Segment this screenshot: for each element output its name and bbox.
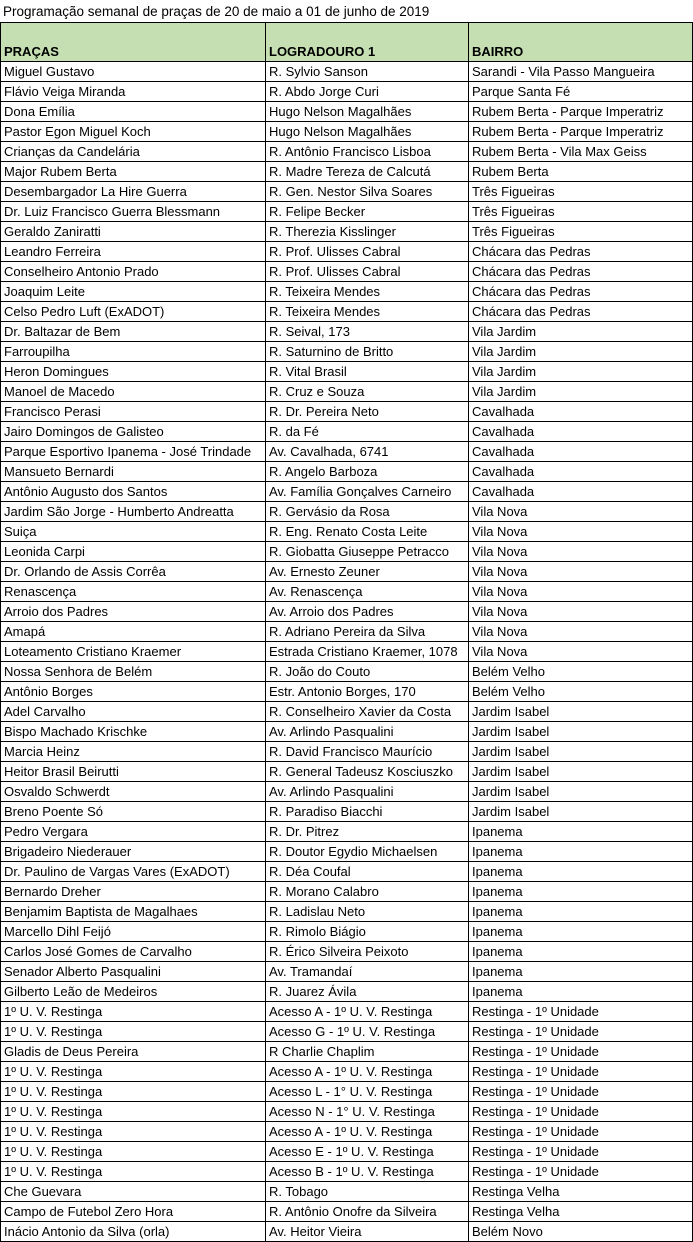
- table-row: [1, 362, 693, 382]
- cell-praca: Miguel Gustavo: [1, 62, 266, 82]
- table-row: [1, 722, 693, 742]
- cell-bairro: Parque Santa Fé: [469, 82, 693, 102]
- cell-praca: Conselheiro Antonio Prado: [1, 262, 266, 282]
- cell-praca: 1º U. V. Restinga: [1, 1062, 266, 1082]
- cell-logradouro: Av. Heitor Vieira: [266, 1222, 469, 1242]
- cell-logradouro: R. Ladislau Neto: [266, 902, 469, 922]
- cell-logradouro: R Charlie Chaplim: [266, 1042, 469, 1062]
- cell-bairro: Restinga - 1º Unidade: [469, 1082, 693, 1102]
- table-row: [1, 322, 693, 342]
- cell-praca: 1º U. V. Restinga: [1, 1102, 266, 1122]
- table-row: [1, 922, 693, 942]
- cell-logradouro: R. Conselheiro Xavier da Costa: [266, 702, 469, 722]
- table-row: [1, 682, 693, 702]
- cell-praca: Mansueto Bernardi: [1, 462, 266, 482]
- cell-bairro: Restinga - 1º Unidade: [469, 1062, 693, 1082]
- cell-logradouro: Acesso A - 1º U. V. Restinga: [266, 1122, 469, 1142]
- cell-praca: Senador Alberto Pasqualini: [1, 962, 266, 982]
- cell-bairro: Belém Velho: [469, 662, 693, 682]
- cell-logradouro: R. Teixeira Mendes: [266, 282, 469, 302]
- cell-praca: Bispo Machado Krischke: [1, 722, 266, 742]
- table-row: [1, 602, 693, 622]
- cell-logradouro: R. Antônio Onofre da Silveira: [266, 1202, 469, 1222]
- cell-logradouro: Av. Ernesto Zeuner: [266, 562, 469, 582]
- cell-praca: Celso Pedro Luft (ExADOT): [1, 302, 266, 322]
- cell-praca: Dr. Orlando de Assis Corrêa: [1, 562, 266, 582]
- cell-praca: Pastor Egon Miguel Koch: [1, 122, 266, 142]
- table-row: [1, 1142, 693, 1162]
- cell-praca: Renascença: [1, 582, 266, 602]
- cell-praca: Jardim São Jorge - Humberto Andreatta: [1, 502, 266, 522]
- cell-praca: Breno Poente Só: [1, 802, 266, 822]
- cell-praca: Dr. Paulino de Vargas Vares (ExADOT): [1, 862, 266, 882]
- table-row: [1, 622, 693, 642]
- cell-praca: Benjamim Baptista de Magalhaes: [1, 902, 266, 922]
- cell-praca: Adel Carvalho: [1, 702, 266, 722]
- cell-bairro: Restinga - 1º Unidade: [469, 1002, 693, 1022]
- cell-logradouro: Av. Arlindo Pasqualini: [266, 782, 469, 802]
- cell-bairro: Jardim Isabel: [469, 722, 693, 742]
- cell-praca: Leandro Ferreira: [1, 242, 266, 262]
- cell-praca: Osvaldo Schwerdt: [1, 782, 266, 802]
- header-row: [1, 23, 693, 62]
- cell-bairro: Três Figueiras: [469, 182, 693, 202]
- cell-bairro: Jardim Isabel: [469, 782, 693, 802]
- cell-bairro: Vila Nova: [469, 582, 693, 602]
- cell-logradouro: R. Madre Tereza de Calcutá: [266, 162, 469, 182]
- page-title: Programação semanal de praças de 20 de maio a 01 de junho de 2019: [3, 4, 430, 19]
- cell-praca: Gilberto Leão de Medeiros: [1, 982, 266, 1002]
- cell-logradouro: R. Teixeira Mendes: [266, 302, 469, 322]
- cell-bairro: Vila Jardim: [469, 322, 693, 342]
- cell-logradouro: R. Prof. Ulisses Cabral: [266, 242, 469, 262]
- cell-logradouro: R. Doutor Egydio Michaelsen: [266, 842, 469, 862]
- table-row: [1, 382, 693, 402]
- cell-logradouro: R. Érico Silveira Peixoto: [266, 942, 469, 962]
- cell-praca: Arroio dos Padres: [1, 602, 266, 622]
- table-row: [1, 1002, 693, 1022]
- cell-praca: Amapá: [1, 622, 266, 642]
- cell-bairro: Chácara das Pedras: [469, 262, 693, 282]
- cell-praca: 1º U. V. Restinga: [1, 1022, 266, 1042]
- cell-bairro: Vila Jardim: [469, 362, 693, 382]
- cell-logradouro: R. Gen. Nestor Silva Soares: [266, 182, 469, 202]
- cell-praca: Marcia Heinz: [1, 742, 266, 762]
- cell-logradouro: R. Therezia Kisslinger: [266, 222, 469, 242]
- cell-bairro: Jardim Isabel: [469, 702, 693, 722]
- table-row: [1, 762, 693, 782]
- cell-bairro: Cavalhada: [469, 482, 693, 502]
- table-header: [1, 23, 693, 62]
- cell-praca: Gladis de Deus Pereira: [1, 1042, 266, 1062]
- table-row: [1, 1022, 693, 1042]
- cell-bairro: Belém Velho: [469, 682, 693, 702]
- cell-praca: Parque Esportivo Ipanema - José Trindade: [1, 442, 266, 462]
- cell-bairro: Três Figueiras: [469, 222, 693, 242]
- cell-logradouro: R. Déa Coufal: [266, 862, 469, 882]
- cell-bairro: Restinga - 1º Unidade: [469, 1162, 693, 1182]
- cell-logradouro: R. Gervásio da Rosa: [266, 502, 469, 522]
- cell-bairro: Vila Nova: [469, 562, 693, 582]
- cell-bairro: Sarandi - Vila Passo Mangueira: [469, 62, 693, 82]
- table-row: [1, 82, 693, 102]
- table-row: [1, 502, 693, 522]
- cell-praca: Bernardo Dreher: [1, 882, 266, 902]
- cell-bairro: Ipanema: [469, 822, 693, 842]
- cell-bairro: Vila Jardim: [469, 342, 693, 362]
- table-row: [1, 182, 693, 202]
- cell-logradouro: R. Juarez Ávila: [266, 982, 469, 1002]
- table-row: [1, 122, 693, 142]
- cell-bairro: Chácara das Pedras: [469, 242, 693, 262]
- cell-logradouro: Estrada Cristiano Kraemer, 1078: [266, 642, 469, 662]
- table-row: [1, 442, 693, 462]
- cell-logradouro: Hugo Nelson Magalhães: [266, 122, 469, 142]
- cell-praca: Pedro Vergara: [1, 822, 266, 842]
- cell-praca: Loteamento Cristiano Kraemer: [1, 642, 266, 662]
- cell-bairro: Vila Jardim: [469, 382, 693, 402]
- cell-bairro: Ipanema: [469, 942, 693, 962]
- table-row: [1, 542, 693, 562]
- table-row: [1, 222, 693, 242]
- table-row: [1, 1162, 693, 1182]
- cell-logradouro: Av. Renascença: [266, 582, 469, 602]
- cell-logradouro: R. Seival, 173: [266, 322, 469, 342]
- cell-logradouro: Acesso E - 1º U. V. Restinga: [266, 1142, 469, 1162]
- cell-praca: Jairo Domingos de Galisteo: [1, 422, 266, 442]
- table-row: [1, 462, 693, 482]
- column-header-bairro: BAIRRO: [469, 23, 693, 62]
- table-row: [1, 402, 693, 422]
- cell-bairro: Ipanema: [469, 842, 693, 862]
- cell-logradouro: R. Prof. Ulisses Cabral: [266, 262, 469, 282]
- table-row: [1, 1042, 693, 1062]
- cell-logradouro: R. Tobago: [266, 1182, 469, 1202]
- table-row: [1, 1082, 693, 1102]
- table-row: [1, 342, 693, 362]
- cell-bairro: Vila Nova: [469, 502, 693, 522]
- cell-praca: Farroupilha: [1, 342, 266, 362]
- cell-praca: Inácio Antonio da Silva (orla): [1, 1222, 266, 1242]
- table-body: [1, 62, 693, 1242]
- cell-praca: Suiça: [1, 522, 266, 542]
- cell-logradouro: R. General Tadeusz Kosciuszko: [266, 762, 469, 782]
- cell-bairro: Restinga - 1º Unidade: [469, 1122, 693, 1142]
- cell-logradouro: Acesso N - 1° U. V. Restinga: [266, 1102, 469, 1122]
- cell-bairro: Restinga Velha: [469, 1202, 693, 1222]
- cell-bairro: Vila Nova: [469, 622, 693, 642]
- cell-bairro: Vila Nova: [469, 522, 693, 542]
- table-row: [1, 1222, 693, 1242]
- table-row: [1, 782, 693, 802]
- cell-logradouro: Acesso B - 1º U. V. Restinga: [266, 1162, 469, 1182]
- cell-bairro: Vila Nova: [469, 602, 693, 622]
- table-row: [1, 582, 693, 602]
- cell-logradouro: R. João do Couto: [266, 662, 469, 682]
- table-row: [1, 1182, 693, 1202]
- cell-praca: Manoel de Macedo: [1, 382, 266, 402]
- cell-praca: Flávio Veiga Miranda: [1, 82, 266, 102]
- cell-bairro: Ipanema: [469, 982, 693, 1002]
- table-row: [1, 942, 693, 962]
- cell-bairro: Ipanema: [469, 922, 693, 942]
- cell-bairro: Ipanema: [469, 962, 693, 982]
- cell-bairro: Restinga - 1º Unidade: [469, 1042, 693, 1062]
- cell-bairro: Vila Nova: [469, 642, 693, 662]
- cell-logradouro: R. Dr. Pitrez: [266, 822, 469, 842]
- table-row: [1, 422, 693, 442]
- table-row: [1, 242, 693, 262]
- table-row: [1, 1062, 693, 1082]
- cell-logradouro: Estr. Antonio Borges, 170: [266, 682, 469, 702]
- cell-logradouro: R. Dr. Pereira Neto: [266, 402, 469, 422]
- cell-logradouro: R. David Francisco Maurício: [266, 742, 469, 762]
- cell-logradouro: R. Eng. Renato Costa Leite: [266, 522, 469, 542]
- table-row: [1, 522, 693, 542]
- cell-logradouro: R. Saturnino de Britto: [266, 342, 469, 362]
- table-row: [1, 742, 693, 762]
- cell-logradouro: R. Abdo Jorge Curi: [266, 82, 469, 102]
- cell-bairro: Rubem Berta - Parque Imperatriz: [469, 102, 693, 122]
- table-row: [1, 902, 693, 922]
- cell-logradouro: R. Antônio Francisco Lisboa: [266, 142, 469, 162]
- table-row: [1, 482, 693, 502]
- cell-praca: Major Rubem Berta: [1, 162, 266, 182]
- table-row: [1, 1202, 693, 1222]
- cell-praca: Leonida Carpi: [1, 542, 266, 562]
- table-row: [1, 102, 693, 122]
- cell-bairro: Ipanema: [469, 862, 693, 882]
- table-row: [1, 822, 693, 842]
- schedule-table: [0, 22, 693, 1242]
- cell-praca: Heitor Brasil Beirutti: [1, 762, 266, 782]
- table-row: [1, 142, 693, 162]
- cell-praca: Francisco Perasi: [1, 402, 266, 422]
- cell-praca: Brigadeiro Niederauer: [1, 842, 266, 862]
- table-row: [1, 642, 693, 662]
- cell-praca: Che Guevara: [1, 1182, 266, 1202]
- cell-logradouro: R. da Fé: [266, 422, 469, 442]
- cell-logradouro: Av. Arlindo Pasqualini: [266, 722, 469, 742]
- cell-praca: Antônio Augusto dos Santos: [1, 482, 266, 502]
- table-row: [1, 562, 693, 582]
- cell-praca: Dona Emília: [1, 102, 266, 122]
- cell-praca: Dr. Baltazar de Bem: [1, 322, 266, 342]
- cell-praca: Antônio Borges: [1, 682, 266, 702]
- table-row: [1, 842, 693, 862]
- cell-praca: 1º U. V. Restinga: [1, 1082, 266, 1102]
- cell-bairro: Restinga - 1º Unidade: [469, 1022, 693, 1042]
- column-header-logradouro: LOGRADOURO 1: [266, 23, 469, 62]
- cell-bairro: Ipanema: [469, 882, 693, 902]
- cell-logradouro: R. Felipe Becker: [266, 202, 469, 222]
- cell-logradouro: R. Paradiso Biacchi: [266, 802, 469, 822]
- cell-bairro: Rubem Berta: [469, 162, 693, 182]
- table-row: [1, 802, 693, 822]
- cell-bairro: Jardim Isabel: [469, 802, 693, 822]
- cell-praca: Campo de Futebol Zero Hora: [1, 1202, 266, 1222]
- cell-bairro: Rubem Berta - Parque Imperatriz: [469, 122, 693, 142]
- cell-logradouro: Acesso A - 1º U. V. Restinga: [266, 1062, 469, 1082]
- table-row: [1, 162, 693, 182]
- cell-logradouro: Acesso L - 1° U. V. Restinga: [266, 1082, 469, 1102]
- cell-logradouro: R. Rimolo Biágio: [266, 922, 469, 942]
- cell-logradouro: R. Giobatta Giuseppe Petracco: [266, 542, 469, 562]
- cell-bairro: Jardim Isabel: [469, 762, 693, 782]
- cell-praca: Joaquim Leite: [1, 282, 266, 302]
- table-row: [1, 202, 693, 222]
- cell-logradouro: Acesso G - 1º U. V. Restinga: [266, 1022, 469, 1042]
- cell-praca: 1º U. V. Restinga: [1, 1142, 266, 1162]
- cell-praca: Heron Domingues: [1, 362, 266, 382]
- cell-logradouro: Acesso A - 1º U. V. Restinga: [266, 1002, 469, 1022]
- cell-praca: Geraldo Zaniratti: [1, 222, 266, 242]
- cell-logradouro: R. Adriano Pereira da Silva: [266, 622, 469, 642]
- cell-praca: 1º U. V. Restinga: [1, 1162, 266, 1182]
- table-row: [1, 702, 693, 722]
- cell-bairro: Jardim Isabel: [469, 742, 693, 762]
- cell-logradouro: Av. Família Gonçalves Carneiro: [266, 482, 469, 502]
- cell-bairro: Chácara das Pedras: [469, 282, 693, 302]
- table-row: [1, 262, 693, 282]
- table-row: [1, 982, 693, 1002]
- cell-bairro: Chácara das Pedras: [469, 302, 693, 322]
- cell-logradouro: R. Cruz e Souza: [266, 382, 469, 402]
- cell-bairro: Restinga Velha: [469, 1182, 693, 1202]
- cell-praca: Marcello Dihl Feijó: [1, 922, 266, 942]
- cell-bairro: Cavalhada: [469, 462, 693, 482]
- table-row: [1, 1102, 693, 1122]
- cell-praca: Dr. Luiz Francisco Guerra Blessmann: [1, 202, 266, 222]
- column-header-pracas: PRAÇAS: [1, 23, 266, 62]
- table-row: [1, 662, 693, 682]
- cell-bairro: Vila Nova: [469, 542, 693, 562]
- cell-bairro: Cavalhada: [469, 422, 693, 442]
- cell-praca: Desembargador La Hire Guerra: [1, 182, 266, 202]
- cell-praca: Carlos José Gomes de Carvalho: [1, 942, 266, 962]
- table-row: [1, 302, 693, 322]
- cell-logradouro: R. Vital Brasil: [266, 362, 469, 382]
- cell-logradouro: Av. Arroio dos Padres: [266, 602, 469, 622]
- table-row: [1, 62, 693, 82]
- cell-bairro: Belém Novo: [469, 1222, 693, 1242]
- cell-bairro: Cavalhada: [469, 402, 693, 422]
- cell-logradouro: R. Morano Calabro: [266, 882, 469, 902]
- cell-bairro: Cavalhada: [469, 442, 693, 462]
- cell-bairro: Restinga - 1º Unidade: [469, 1102, 693, 1122]
- cell-logradouro: Av. Cavalhada, 6741: [266, 442, 469, 462]
- table-row: [1, 282, 693, 302]
- cell-bairro: Ipanema: [469, 902, 693, 922]
- cell-bairro: Três Figueiras: [469, 202, 693, 222]
- cell-logradouro: R. Sylvio Sanson: [266, 62, 469, 82]
- cell-logradouro: Av. Tramandaí: [266, 962, 469, 982]
- table-row: [1, 962, 693, 982]
- cell-praca: Nossa Senhora de Belém: [1, 662, 266, 682]
- table-row: [1, 862, 693, 882]
- cell-bairro: Restinga - 1º Unidade: [469, 1142, 693, 1162]
- table-row: [1, 882, 693, 902]
- cell-praca: Crianças da Candelária: [1, 142, 266, 162]
- cell-praca: 1º U. V. Restinga: [1, 1002, 266, 1022]
- table-row: [1, 1122, 693, 1142]
- cell-bairro: Rubem Berta - Vila Max Geiss: [469, 142, 693, 162]
- cell-logradouro: Hugo Nelson Magalhães: [266, 102, 469, 122]
- cell-praca: 1º U. V. Restinga: [1, 1122, 266, 1142]
- cell-logradouro: R. Angelo Barboza: [266, 462, 469, 482]
